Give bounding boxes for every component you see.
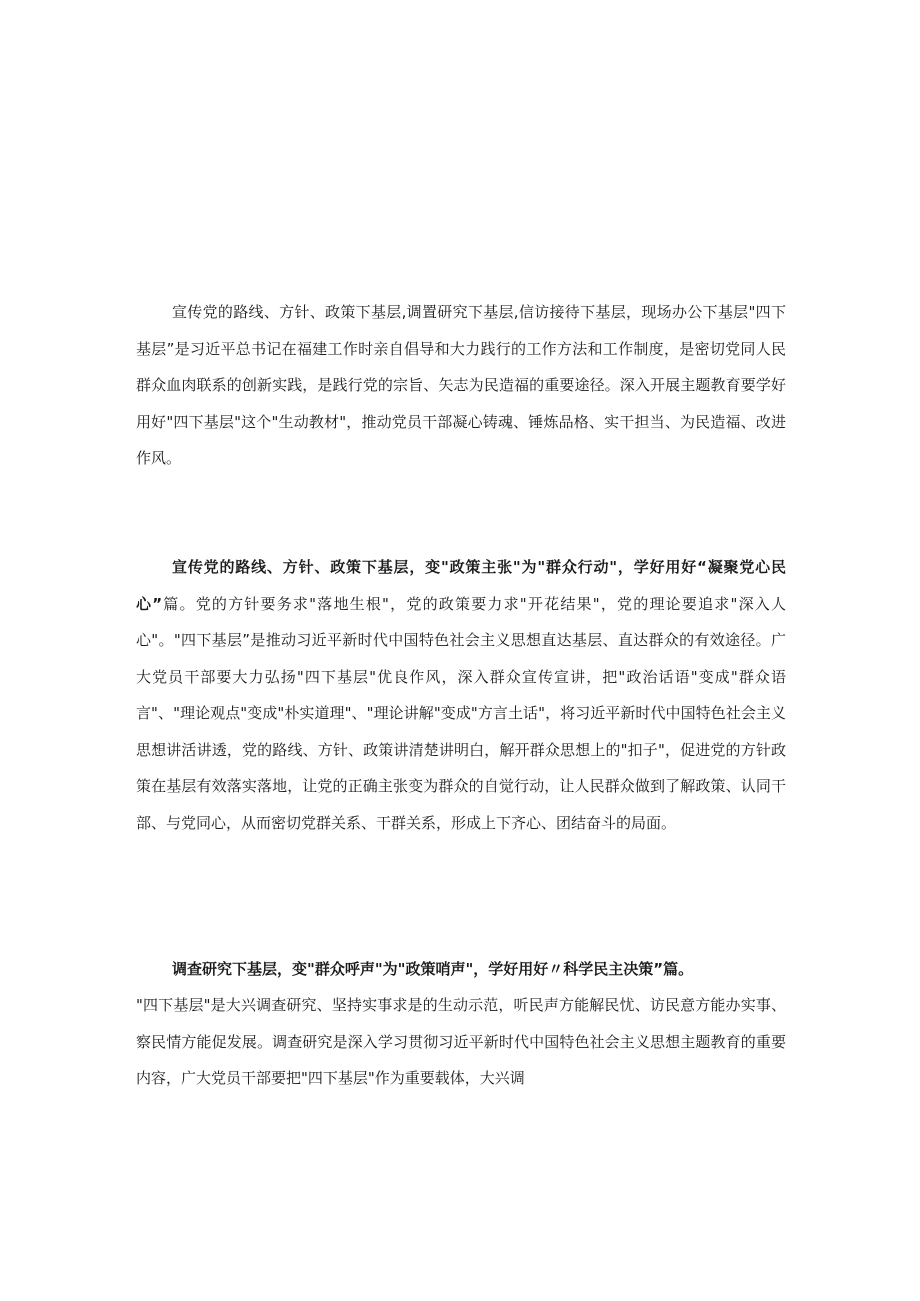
paragraph-policy-propaganda-body: 篇。党的方针要务求"落地生根"，党的政策要力求"开花结果"，党的理论要追求"深入人心"。"四下基层”是推动习近平新时代中国特色社会主义思想直达基层、直达群众的有效途径。广大党员干部要大力弘扬"四下基层"优良作风，深入群众宣传宣讲，把"政治话语"变成"群众语言"、"理论观点"变成"朴实道理"、"理论讲解"变成"方言土话"，将习近平新时代中国特色社会主义思想讲活讲透，党的路线、方针、政策讲清楚讲明白，解开群众思想上的"扣子"，促进党的方针政策在基层有效落实落地，让党的正确主张变为群众的自觉行动，让人民群众做到了解政策、认同干部、与党同心，从而密切党群关系、干群关系，形成上下齐心、团结奋斗的局面。 — [136, 594, 786, 832]
paragraph-research-body: "四下基层"是大兴调查研究、坚持实事求是的生动示范，听民声方能解民忧、访民意方能办实事、察民情方能促发展。调查研究是深入学习贯彻习近平新时代中国特色社会主义思想主题教育的重要内容，广大党员干部要把"四下基层"作为重要载体，大兴调 — [136, 996, 786, 1087]
section-heading-research: 调查研究下基层，变"群众呼声"为"政策哨声"，学好用好〃科学民主决策”篇。 — [172, 960, 694, 978]
paragraph-policy-propaganda — [136, 549, 786, 841]
paragraph-intro: 宣传党的路线、方针、政策下基层,调置研究下基层,信访接待下基层，现场办公下基层"四下基层”是习近平总书记在福建工作时亲自倡导和大力践行的工作方法和工作制度，是密切党同人民群众血肉联系的创新实践，是践行党的宗旨、矢志为民造福的重要途径。深入开展主题教育要学好用好"四下基层"这个"生动教材"，推动党员干部凝心铸魂、锤炼品格、实干担当、为民造福、改进作风。 — [136, 303, 786, 467]
section-heading-policy-propaganda: 宣传党的路线、方针、政策下基层，变"政策主张"为"群众行动"，学好用好“凝聚党心民心” — [136, 558, 786, 613]
